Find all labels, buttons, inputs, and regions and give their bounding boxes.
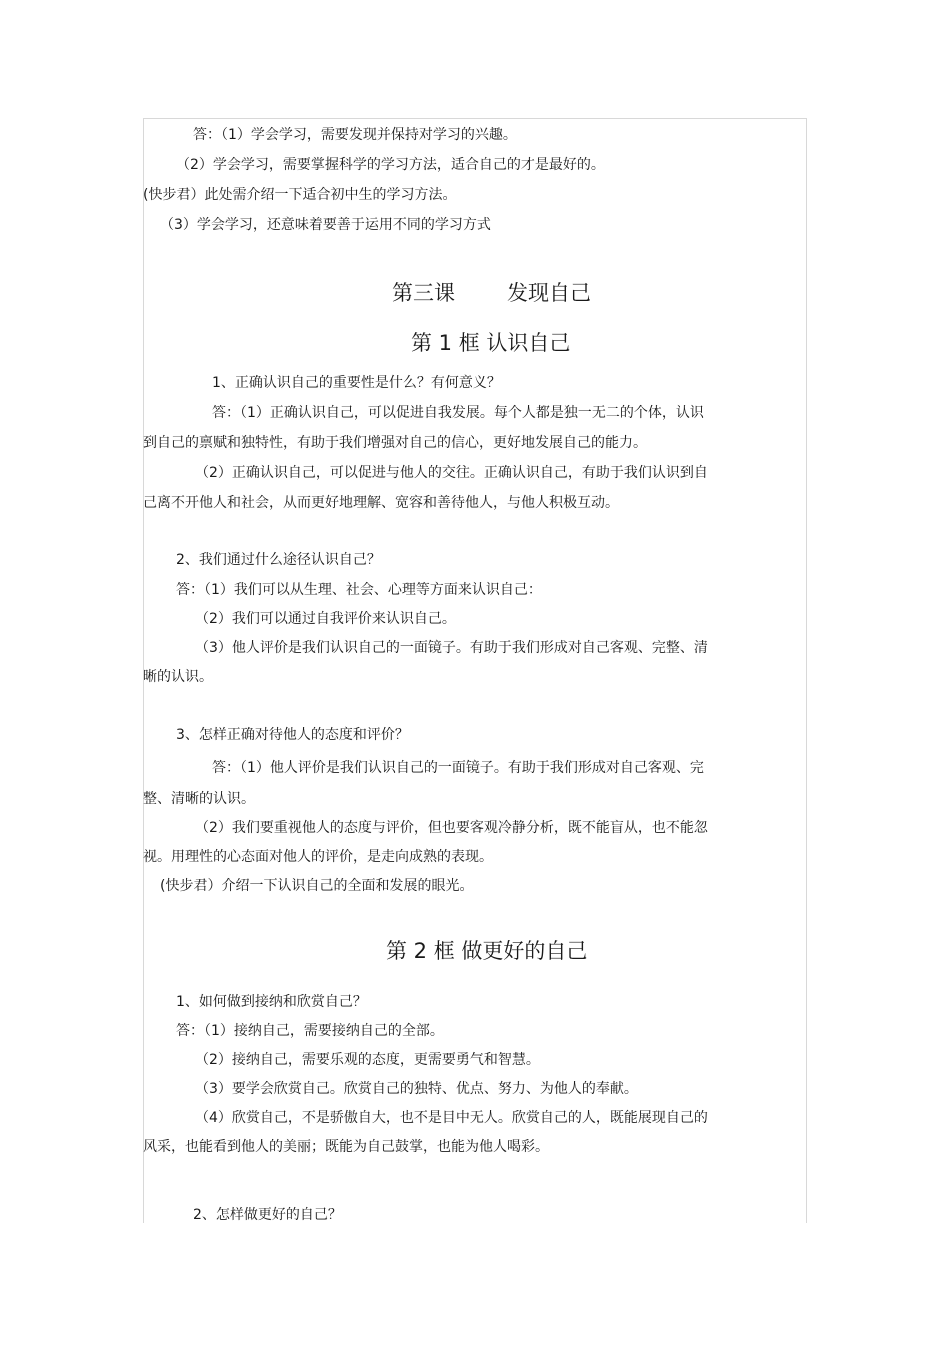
frame1-q2-answer-1: 答：（1）我们可以从生理、社会、心理等方面来认识自己： [176, 582, 542, 598]
intro-answer-line-3: （3）学会学习，还意味着要善于运用不同的学习方式 [160, 217, 491, 233]
frame1-q1-answer-1-line-2: 到自己的禀赋和独特性，有助于我们增强对自己的信心，更好地发展自己的能力。 [143, 435, 647, 451]
intro-answer-line-1: 答：（1）学会学习，需要发现并保持对学习的兴趣。 [193, 127, 517, 143]
frame2-q1-answer-4-line-1: （4）欣赏自己，不是骄傲自大，也不是目中无人。欣赏自己的人，既能展现自己的 [195, 1110, 708, 1126]
frame1-q3-answer-2-line-1: （2）我们要重视他人的态度与评价，但也要客观冷静分析，既不能盲从，也不能忽 [195, 820, 708, 836]
frame2-q1-answer-4-line-2: 风采，也能看到他人的美丽；既能为自己鼓掌，也能为他人喝彩。 [143, 1139, 549, 1155]
frame2-q1-answer-2: （2）接纳自己，需要乐观的态度，更需要勇气和智慧。 [195, 1052, 540, 1068]
lesson-number: 第三课 [392, 281, 455, 305]
lesson-heading [392, 280, 591, 306]
frame1-q3-answer-1-line-1: 答：（1）他人评价是我们认识自己的一面镜子。有助于我们形成对自己客观、完 [212, 760, 704, 776]
lesson-title: 发现自己 [507, 281, 591, 305]
frame1-q3-answer-1-line-2: 整、清晰的认识。 [143, 791, 255, 807]
intro-answer-line-2: （2）学会学习，需要掌握科学的学习方法，适合自己的才是最好的。 [176, 157, 605, 173]
frame1-q2-answer-3-line-2: 晰的认识。 [143, 669, 213, 685]
frame1-q3-note: (快步君）介绍一下认识自己的全面和发展的眼光。 [160, 878, 474, 894]
frame1-q1-answer-2-line-1: （2）正确认识自己，可以促进与他人的交往。正确认识自己，有助于我们认识到自 [195, 465, 708, 481]
intro-note: (快步君）此处需介绍一下适合初中生的学习方法。 [143, 187, 457, 203]
frame1-question-2: 2、我们通过什么途径认识自己？ [176, 552, 381, 568]
frame1-q3-answer-2-line-2: 视。用理性的心态面对他人的评价，是走向成熟的表现。 [143, 849, 493, 865]
frame2-q1-answer-1: 答：（1）接纳自己，需要接纳自己的全部。 [176, 1023, 444, 1039]
frame1-q2-answer-3-line-1: （3）他人评价是我们认识自己的一面镜子。有助于我们形成对自己客观、完整、清 [195, 640, 708, 656]
frame1-question-3: 3、怎样正确对待他人的态度和评价？ [176, 727, 409, 743]
frame1-q2-answer-2: （2）我们可以通过自我评价来认识自己。 [195, 611, 456, 627]
frame1-q1-answer-1-line-1: 答：（1）正确认识自己，可以促进自我发展。每个人都是独一无二的个体，认识 [212, 405, 704, 421]
frame2-q1-answer-3: （3）要学会欣赏自己。欣赏自己的独特、优点、努力、为他人的奉献。 [195, 1081, 638, 1097]
frame1-title: 第 1 框 认识自己 [411, 331, 571, 355]
frame1-question-1: 1、正确认识自己的重要性是什么？有何意义？ [212, 375, 501, 391]
frame2-question-2: 2、怎样做更好的自己？ [193, 1207, 342, 1223]
frame2-question-1: 1、如何做到接纳和欣赏自己？ [176, 994, 367, 1010]
frame2-title: 第 2 框 做更好的自己 [386, 939, 588, 963]
frame1-q1-answer-2-line-2: 己离不开他人和社会，从而更好地理解、宽容和善待他人，与他人积极互动。 [143, 495, 619, 511]
